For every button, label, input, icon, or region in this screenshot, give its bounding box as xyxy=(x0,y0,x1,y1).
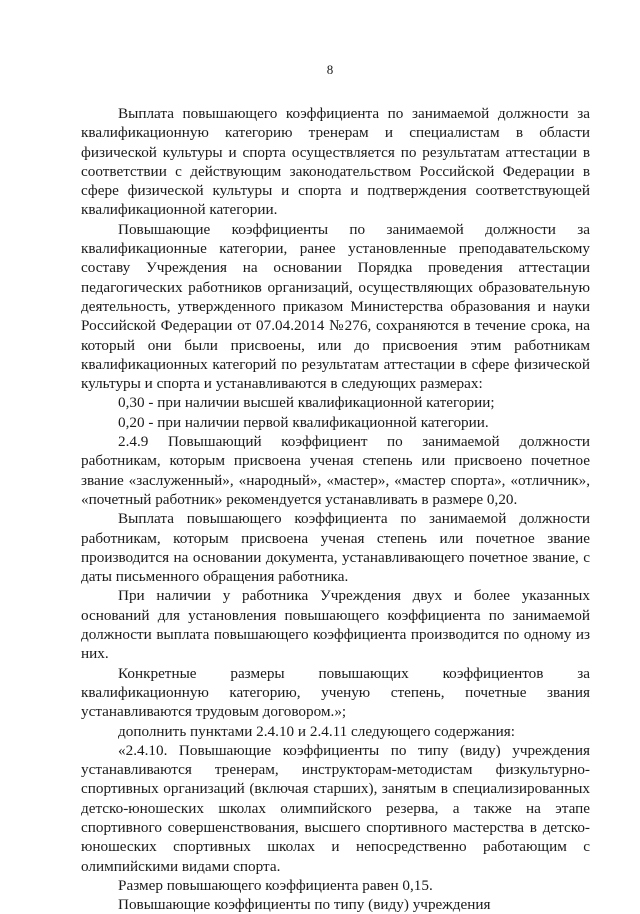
paragraph: Конкретные размеры повышающих коэффициентов за квалификационную категорию, ученую степень, почетные звания устанавливаются трудовым договором.»; xyxy=(81,664,590,721)
document-body xyxy=(81,104,590,914)
paragraph: 2.4.9 Повышающий коэффициент по занимаемой должности работникам, которым присвоена ученая степень или присвоено почетное звание «заслуженный», «народный», «мастер», «мастер спорта», «отличник», «почетный работник» рекомендуется устанавливать в размере 0,20. xyxy=(81,433,590,508)
paragraph: 0,20 - при наличии первой квалификационной категории. xyxy=(118,413,489,431)
paragraph: дополнить пунктами 2.4.10 и 2.4.11 следующего содержания: xyxy=(118,722,515,740)
paragraph: Повышающие коэффициенты по занимаемой должности за квалификационные категории, ранее установленные преподавательскому составу Учреждения на основании Порядка проведения аттестации педагогических работников организаций, осуществляющих образовательную деятельность, утвержденного приказом Министерства образования и науки Российской Федерации от 07.04.2014 №276, сохраняются в течение срока, на который они были присвоены, или до присвоения этим работникам квалификационных категорий по результатам аттестации в сфере физической культуры и спорта и устанавливаются в следующих размерах: xyxy=(81,220,590,393)
page-number: 8 xyxy=(326,62,334,77)
paragraph: Размер повышающего коэффициента равен 0,15. xyxy=(118,876,433,894)
paragraph: При наличии у работника Учреждения двух и более указанных оснований для установления повышающего коэффициента по занимаемой должности выплата повышающего коэффициента производится по одному из них. xyxy=(81,587,590,663)
paragraph: Повышающие коэффициенты по типу (виду) учреждения xyxy=(118,896,491,914)
paragraph: «2.4.10. Повышающие коэффициенты по типу (виду) учреждения устанавливаются тренерам, инструкторам-методистам физкультурно-спортивных организаций (включая старших), занятым в специализированных детско-юношеских школах олимпийского резерва, а также на этапе спортивного совершенствования, высшего спортивного мастерства в детско-юношеских спортивных школах и непосредственно работающим с олимпийскими видами спорта. xyxy=(81,741,590,875)
paragraph: Выплата повышающего коэффициента по занимаемой должности работникам, которым присвоена ученая степень или почетное звание производится на основании документа, устанавливающего почетное звание, с даты письменного обращения работника. xyxy=(81,510,590,586)
paragraph: 0,30 - при наличии высшей квалификационной категории; xyxy=(118,394,495,412)
paragraph: Выплата повышающего коэффициента по занимаемой должности за квалификационную категорию тренерам и специалистам в области физической культуры и спорта осуществляется по результатам аттестации в соответствии с действующим законодательством Российской Федерации в сфере физической культуры и спорта и подтверждения соответствующей квалификационной категории. xyxy=(81,105,590,219)
